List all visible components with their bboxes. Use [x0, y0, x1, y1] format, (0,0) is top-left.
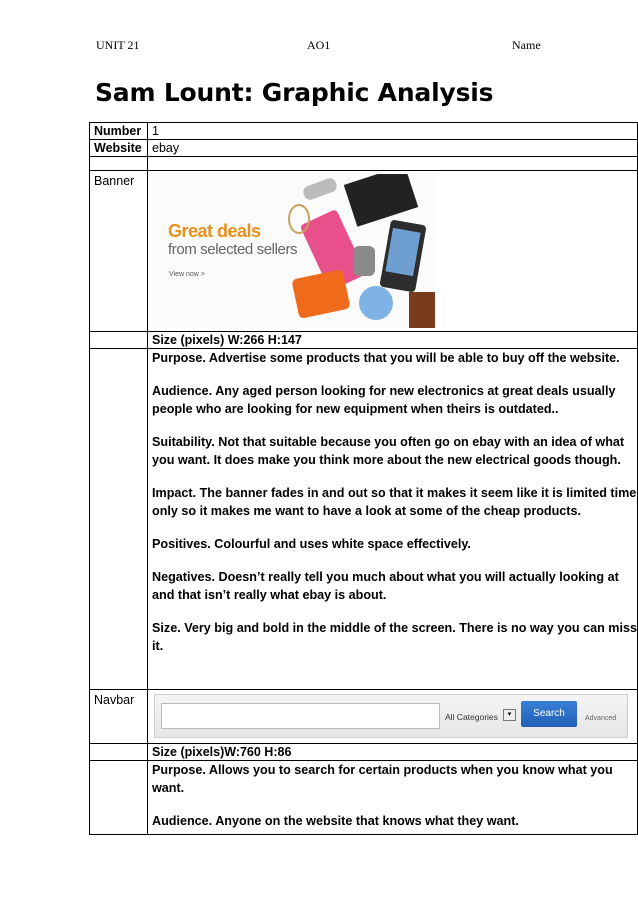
search-input-image: [161, 703, 440, 729]
chevron-down-icon: ▾: [503, 709, 516, 721]
page-title: Sam Lount: Graphic Analysis: [95, 78, 494, 107]
header-ao: AO1: [307, 38, 331, 52]
header-unit: UNIT 21: [96, 38, 140, 52]
navbar-image: [154, 694, 628, 738]
banner-suitability: Suitability. Not that suitable because you often go on ebay with an idea of what you want. It does make you think more about the new electrical goods though.: [152, 435, 625, 467]
number-label: Number: [90, 123, 148, 140]
banner-audience: Audience. Any aged person looking for new electronics at great deals usually people who are looking for new equipment when theirs is outdated..: [152, 384, 616, 416]
categories-label: All Categories: [445, 712, 498, 722]
banner-size-note: Size. Very big and bold in the middle of the screen. There is no way you can miss it.: [152, 621, 637, 653]
navbar-audience: Audience. Anyone on the website that knows what they want.: [152, 814, 519, 828]
advanced-label: Advanced: [585, 715, 617, 722]
navbar-purpose: Purpose. Allows you to search for certain products when you know what you want.: [152, 763, 613, 795]
camera-icon: [291, 269, 350, 319]
banner-label: Banner: [90, 171, 148, 332]
table-row-banner: [90, 171, 638, 332]
banner-size: Size (pixels) W:266 H:147: [148, 332, 638, 349]
table-row-banner-analysis: [90, 349, 638, 690]
table-row-spacer: [90, 157, 638, 171]
banner-cell: [148, 171, 638, 332]
brown-item-icon: [409, 292, 435, 328]
banner-negatives: Negatives. Doesn’t really tell you much about what you will actually looking at and that isn’t really what ebay is about.: [152, 570, 619, 602]
tablet-black-icon: [344, 174, 418, 227]
website-label: Website: [90, 140, 148, 157]
banner-image: [153, 174, 436, 328]
table-row-navbar: [90, 690, 638, 744]
banner-purpose: Purpose. Advertise some products that you will be able to buy off the website.: [152, 351, 620, 365]
blue-item-icon: [359, 286, 393, 320]
necklace-icon: [288, 204, 310, 234]
banner-positives: Positives. Colourful and uses white space effectively.: [152, 537, 471, 551]
number-value: 1: [148, 123, 638, 140]
header-name: Name: [512, 38, 541, 52]
watch-icon: [353, 246, 375, 276]
navbar-analysis: [148, 761, 638, 835]
table-row-navbar-size: [90, 744, 638, 761]
banner-analysis: [148, 349, 638, 690]
search-button-image: Search: [521, 701, 577, 727]
table-row-website: [90, 140, 638, 157]
banner-subline: from selected sellers: [168, 241, 298, 258]
table-row-number: [90, 123, 638, 140]
table-row-navbar-analysis: [90, 761, 638, 835]
website-value: ebay: [148, 140, 638, 157]
analysis-table: [89, 122, 638, 835]
shoe-icon: [302, 177, 339, 202]
navbar-size: Size (pixels)W:760 H:86: [148, 744, 638, 761]
banner-view-now: View now >: [169, 271, 205, 278]
banner-headline: Great deals: [168, 221, 261, 241]
table-row-banner-size: [90, 332, 638, 349]
navbar-label: Navbar: [90, 690, 148, 744]
banner-impact: Impact. The banner fades in and out so that it makes it seem like it is limited time only so it makes me want to have a look at some of the cheap products.: [152, 486, 637, 518]
navbar-cell: [148, 690, 638, 744]
